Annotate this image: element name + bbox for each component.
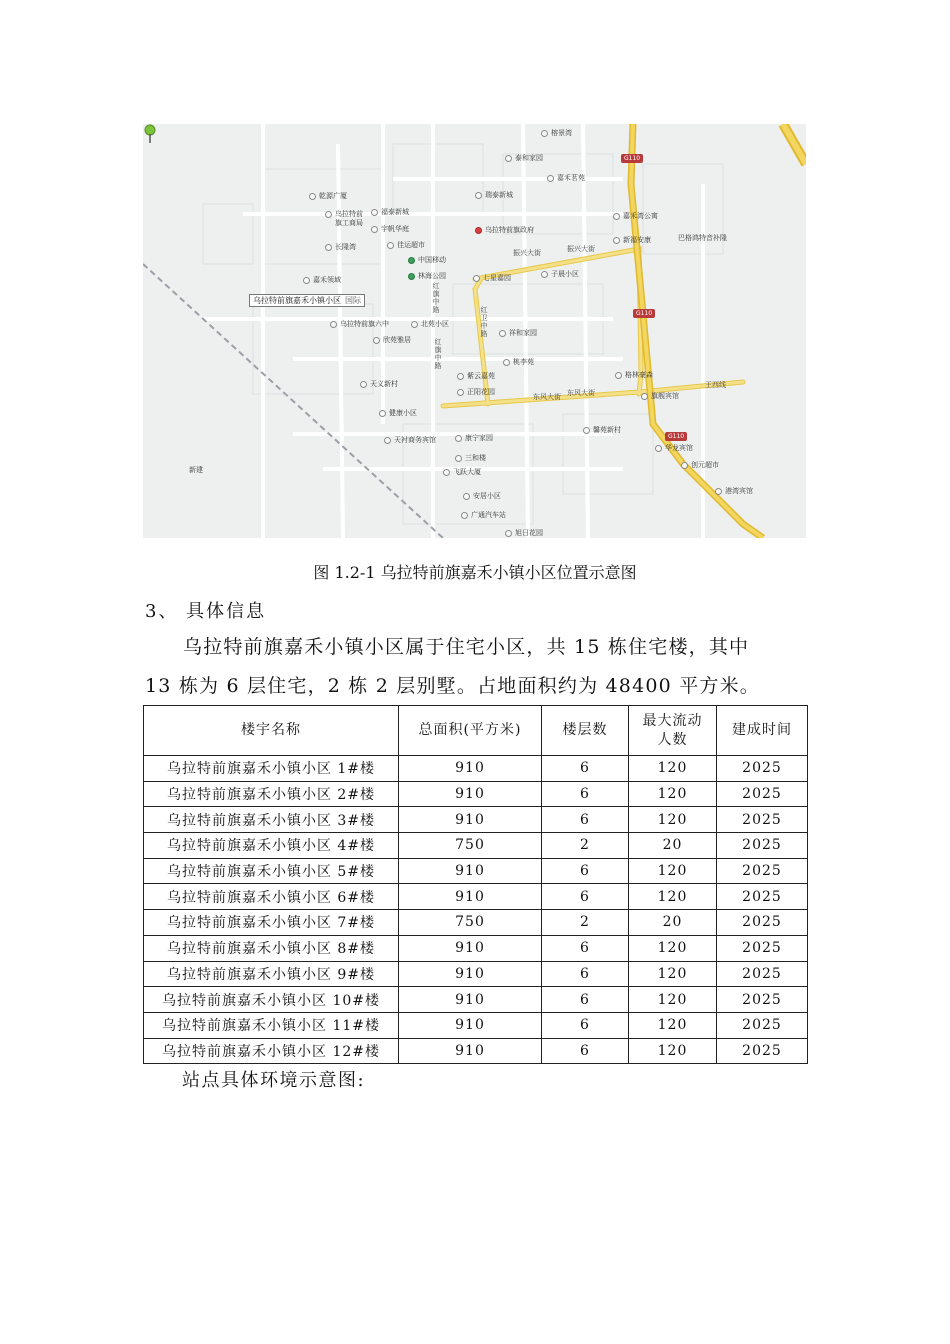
table-cell: 2025	[717, 961, 808, 987]
table-cell: 乌拉特前旗嘉禾小镇小区 10#楼	[144, 987, 399, 1013]
table-cell: 6	[542, 884, 629, 910]
table-cell: 910	[399, 756, 542, 782]
map-poi	[360, 380, 398, 389]
poi-marker-icon	[499, 330, 506, 337]
poi-label: 榕景湾	[551, 129, 572, 137]
poi-label: 嘉禾湾公寓	[623, 212, 658, 220]
poi-label: 华龙宾馆	[665, 444, 693, 452]
poi-marker-icon	[455, 435, 462, 442]
table-cell: 910	[399, 1038, 542, 1064]
map-poi	[547, 174, 585, 183]
table-cell: 6	[542, 935, 629, 961]
table-cell: 910	[399, 935, 542, 961]
poi-label: 港湾宾馆	[725, 487, 753, 495]
poi-marker-icon	[681, 462, 688, 469]
poi-marker-icon	[408, 257, 415, 264]
poi-marker-icon	[461, 512, 468, 519]
table-row	[144, 884, 808, 910]
poi-marker-icon	[641, 393, 648, 400]
poi-label: 旭日花园	[515, 529, 543, 537]
header-max-people: 最大流动人数	[629, 706, 717, 756]
map-poi	[541, 129, 572, 138]
table-cell: 910	[399, 961, 542, 987]
map-poi	[330, 320, 389, 329]
poi-marker-icon	[505, 155, 512, 162]
poi-label: 安居小区	[473, 492, 501, 500]
poi-label: 福泰新城	[381, 208, 409, 216]
table-cell: 乌拉特前旗嘉禾小镇小区 3#楼	[144, 807, 399, 833]
table-row	[144, 807, 808, 833]
table-cell: 910	[399, 858, 542, 884]
map-poi	[443, 468, 481, 477]
poi-marker-icon	[475, 227, 482, 234]
table-row	[144, 781, 808, 807]
table-cell: 910	[399, 987, 542, 1013]
table-row	[144, 1038, 808, 1064]
table-cell: 乌拉特前旗嘉禾小镇小区 4#楼	[144, 833, 399, 859]
table-cell: 20	[629, 833, 717, 859]
poi-label: 瑞泰新城	[485, 191, 513, 199]
table-cell: 2	[542, 910, 629, 936]
table-cell: 乌拉特前旗嘉禾小镇小区 1#楼	[144, 756, 399, 782]
poi-label: 三和楼	[465, 454, 486, 462]
map-poi	[613, 212, 658, 221]
poi-label: 旗舰宾馆	[651, 392, 679, 400]
poi-label: 健康小区	[389, 409, 417, 417]
table-cell: 120	[629, 987, 717, 1013]
table-cell: 6	[542, 961, 629, 987]
table-row	[144, 935, 808, 961]
map-poi	[541, 270, 579, 279]
map-poi	[371, 208, 409, 217]
table-row	[144, 987, 808, 1013]
map-poi	[473, 274, 511, 283]
table-cell: 120	[629, 961, 717, 987]
poi-marker-icon	[475, 192, 482, 199]
table-cell: 乌拉特前旗嘉禾小镇小区 7#楼	[144, 910, 399, 936]
map-poi	[408, 272, 446, 281]
poi-label: 新福安康	[623, 236, 651, 244]
road-label-hongqi: 红旗中路	[432, 282, 440, 314]
table-cell: 乌拉特前旗嘉禾小镇小区 9#楼	[144, 961, 399, 987]
poi-marker-icon	[309, 193, 316, 200]
poi-marker-icon	[325, 211, 332, 218]
table-cell: 750	[399, 910, 542, 936]
table-cell: 910	[399, 884, 542, 910]
poi-marker-icon	[443, 469, 450, 476]
poi-label: 天义新村	[370, 380, 398, 388]
poi-label: 正阳花园	[467, 388, 495, 396]
table-header-row	[144, 706, 808, 756]
table-cell: 2025	[717, 1038, 808, 1064]
table-cell: 6	[542, 807, 629, 833]
map-poi	[387, 241, 425, 250]
poi-label: 天衬商务宾馆	[394, 436, 436, 444]
poi-label: 嘉禾茗苑	[557, 174, 585, 182]
table-cell: 910	[399, 781, 542, 807]
header-total-area: 总面积(平方米)	[399, 706, 542, 756]
table-cell: 120	[629, 935, 717, 961]
table-cell: 2025	[717, 935, 808, 961]
table-cell: 120	[629, 1038, 717, 1064]
poi-marker-icon	[463, 493, 470, 500]
poi-marker-icon	[411, 321, 418, 328]
table-row	[144, 1012, 808, 1038]
poi-marker-icon	[303, 277, 310, 284]
road-label-dongfeng: 东风大街	[533, 393, 561, 401]
poi-label: 馨苑新村	[593, 426, 621, 434]
table-cell: 乌拉特前旗嘉禾小镇小区 5#楼	[144, 858, 399, 884]
poi-label: 林海公园	[418, 272, 446, 280]
table-cell: 6	[542, 756, 629, 782]
location-map	[143, 124, 806, 538]
poi-marker-icon	[325, 244, 332, 251]
poi-label: 格林豪森	[625, 371, 653, 379]
poi-marker-icon	[455, 455, 462, 462]
poi-marker-icon	[541, 271, 548, 278]
poi-marker-icon	[613, 213, 620, 220]
map-poi	[641, 392, 679, 401]
road-label-zhenxing: 振兴大街	[513, 249, 541, 257]
map-poi	[373, 336, 411, 345]
table-cell: 乌拉特前旗嘉禾小镇小区 2#楼	[144, 781, 399, 807]
table-cell: 120	[629, 858, 717, 884]
map-poi	[408, 256, 446, 265]
map-poi	[411, 320, 449, 329]
highway-shield: G110	[633, 309, 655, 318]
table-cell: 2025	[717, 833, 808, 859]
map-poi	[457, 388, 495, 397]
road-label-dongfeng-2: 东风大街	[567, 389, 595, 397]
table-cell: 乌拉特前旗嘉禾小镇小区 11#楼	[144, 1012, 399, 1038]
poi-label: 子晨小区	[551, 270, 579, 278]
poi-label: 祥和家园	[509, 329, 537, 337]
map-poi	[455, 454, 486, 463]
poi-marker-icon	[547, 175, 554, 182]
table-row	[144, 858, 808, 884]
poi-label: 中国移动	[418, 256, 446, 264]
road-label-wangxi: 王西线	[705, 381, 726, 389]
poi-marker-icon	[505, 530, 512, 537]
poi-marker-icon	[387, 242, 394, 249]
poi-marker-icon	[541, 130, 548, 137]
poi-label: 乌拉特前旗工商局	[335, 210, 363, 227]
poi-label: 宇帆华庭	[381, 225, 409, 233]
table-cell: 2025	[717, 858, 808, 884]
map-poi	[379, 409, 417, 418]
map-poi	[461, 511, 506, 520]
map-poi	[503, 358, 534, 367]
road-label-hongqi-2: 红旗中路	[434, 338, 442, 370]
table-row	[144, 961, 808, 987]
poi-marker-icon	[615, 372, 622, 379]
table-cell: 120	[629, 781, 717, 807]
poi-label: 康宁家园	[465, 434, 493, 442]
table-row	[144, 910, 808, 936]
table-cell: 6	[542, 1012, 629, 1038]
map-poi	[325, 243, 356, 252]
map-poi	[715, 487, 753, 496]
map-poi	[615, 371, 653, 380]
table-cell: 6	[542, 781, 629, 807]
poi-marker-icon	[457, 373, 464, 380]
map-poi	[455, 434, 493, 443]
poi-marker-icon	[583, 427, 590, 434]
table-cell: 6	[542, 858, 629, 884]
map-poi	[384, 436, 436, 445]
table-cell: 20	[629, 910, 717, 936]
header-build-year: 建成时间	[717, 706, 808, 756]
building-info-table	[143, 705, 808, 1064]
poi-label: 紫云嘉苑	[467, 372, 495, 380]
map-poi	[475, 191, 513, 200]
map-poi	[309, 192, 347, 201]
map-poi	[371, 225, 409, 234]
map-poi	[325, 210, 363, 228]
poi-marker-icon	[371, 226, 378, 233]
site-label: 乌拉特前旗嘉禾小镇小区 国际	[249, 294, 365, 307]
table-cell: 2025	[717, 756, 808, 782]
map-poi	[457, 372, 495, 381]
figure-caption: 图 1.2-1 乌拉特前旗嘉禾小镇小区位置示意图	[313, 563, 637, 582]
poi-label: 嘉禾领域	[313, 276, 341, 284]
table-cell: 120	[629, 1012, 717, 1038]
table-cell: 120	[629, 756, 717, 782]
table-cell: 910	[399, 807, 542, 833]
map-poi	[583, 426, 621, 435]
map-poi	[505, 154, 543, 163]
road-label-hongwei: 红卫中路	[480, 306, 488, 338]
poi-marker-icon	[503, 359, 510, 366]
poi-label: 飞跃大厦	[453, 468, 481, 476]
poi-marker-icon	[655, 445, 662, 452]
table-cell: 6	[542, 987, 629, 1013]
map-poi	[681, 461, 719, 470]
table-cell: 910	[399, 1012, 542, 1038]
road-label-zhenxing-2: 振兴大街	[567, 245, 595, 253]
poi-marker-icon	[715, 488, 722, 495]
table-cell: 乌拉特前旗嘉禾小镇小区 8#楼	[144, 935, 399, 961]
table-row	[144, 756, 808, 782]
section-heading: 3、 具体信息	[145, 601, 267, 622]
poi-marker-icon	[384, 437, 391, 444]
poi-marker-icon	[373, 337, 380, 344]
poi-label: 创元超市	[691, 461, 719, 469]
header-building-name: 楼宇名称	[144, 706, 399, 756]
table-cell: 2025	[717, 781, 808, 807]
table-cell: 2025	[717, 987, 808, 1013]
poi-label: 欣苑雅居	[383, 336, 411, 344]
poi-label: 广通汽车站	[471, 511, 506, 519]
table-cell: 6	[542, 1038, 629, 1064]
poi-marker-icon	[613, 237, 620, 244]
map-poi	[505, 529, 543, 538]
map-poi	[303, 276, 341, 285]
poi-marker-icon	[371, 209, 378, 216]
environment-diagram-label: 站点具体环境示意图:	[182, 1070, 366, 1091]
table-cell: 120	[629, 807, 717, 833]
map-poi	[499, 329, 537, 338]
poi-marker-icon	[473, 275, 480, 282]
table-cell: 乌拉特前旗嘉禾小镇小区 6#楼	[144, 884, 399, 910]
table-cell: 2	[542, 833, 629, 859]
poi-label: 新建	[189, 466, 203, 474]
table-cell: 乌拉特前旗嘉禾小镇小区 12#楼	[144, 1038, 399, 1064]
table-cell: 120	[629, 884, 717, 910]
map-poi	[463, 492, 501, 501]
poi-marker-icon	[379, 410, 386, 417]
poi-label: 七星嘉园	[483, 274, 511, 282]
table-cell: 2025	[717, 807, 808, 833]
poi-label: 乌拉特前旗六中	[340, 320, 389, 328]
location-pin-icon	[143, 124, 157, 144]
poi-marker-icon	[330, 321, 337, 328]
poi-label: 乾源广厦	[319, 192, 347, 200]
poi-label: 佳运超市	[397, 241, 425, 249]
highway-shield: G110	[621, 154, 643, 163]
poi-label: 泰和家园	[515, 154, 543, 162]
table-cell: 2025	[717, 884, 808, 910]
table-cell: 750	[399, 833, 542, 859]
table-row	[144, 833, 808, 859]
table-body	[144, 756, 808, 1064]
poi-marker-icon	[408, 273, 415, 280]
map-poi	[613, 236, 651, 245]
table-cell: 2025	[717, 910, 808, 936]
poi-label: 巴格鸿特音补隆	[678, 234, 727, 242]
paragraph-line: 乌拉特前旗嘉禾小镇小区属于住宅小区，共 15 栋住宅楼，其中	[183, 636, 750, 658]
map-poi	[678, 234, 727, 243]
map-poi	[475, 226, 534, 235]
poi-label: 乌拉特前旗政府	[485, 226, 534, 234]
header-floors: 楼层数	[542, 706, 629, 756]
paragraph-line: 13 栋为 6 层住宅，2 栋 2 层别墅。占地面积约为 48400 平方米。	[145, 675, 761, 697]
poi-marker-icon	[457, 389, 464, 396]
map-poi	[189, 466, 203, 475]
poi-marker-icon	[360, 381, 367, 388]
map-poi	[655, 444, 693, 453]
description-paragraph	[145, 628, 807, 706]
highway-shield: G110	[665, 432, 687, 441]
poi-label: 桃李苑	[513, 358, 534, 366]
poi-label: 北苑小区	[421, 320, 449, 328]
poi-label: 长隆湾	[335, 243, 356, 251]
table-cell: 2025	[717, 1012, 808, 1038]
